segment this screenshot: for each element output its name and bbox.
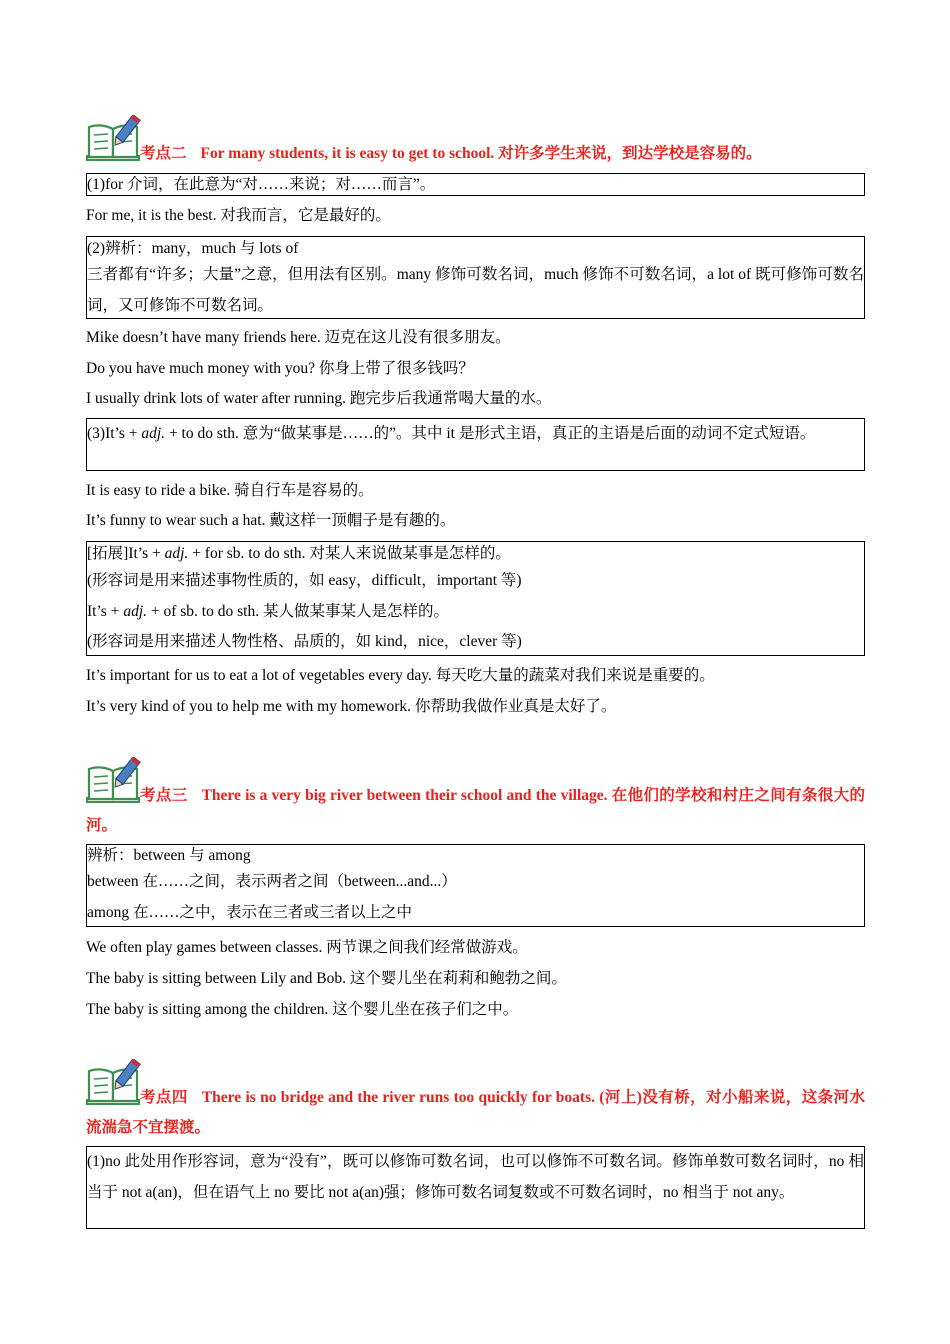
- note-text: among 在……之中，表示在三者或三者以上之中: [87, 903, 413, 921]
- note-box: [86, 1146, 865, 1229]
- note-box-extension: [86, 541, 865, 656]
- open-book-pencil-icon: [86, 115, 142, 161]
- note-text: (形容词是用来描述事物性质的，如 easy，difficult，important 等): [87, 572, 522, 589]
- note-text: 辨析：between 与 among: [87, 847, 251, 864]
- example-sentence: The baby is sitting among the children. 这个婴儿坐在孩子们之中。: [86, 1001, 519, 1018]
- note-box: [86, 173, 865, 196]
- example-sentence: The baby is sitting between Lily and Bob. 这个婴儿坐在莉莉和鲍勃之间。: [86, 970, 567, 987]
- example-sentence: Do you have much money with you? 你身上带了很多钱吗？: [86, 360, 474, 377]
- section-header-kaodian-2: [86, 115, 865, 169]
- note-box: [86, 418, 865, 471]
- section-label: 考点四: [140, 1089, 188, 1106]
- example-sentence: I usually drink lots of water after running. 跑完步后我通常喝大量的水。: [86, 390, 552, 407]
- example-sentence: It is easy to ride a bike. 骑自行车是容易的。: [86, 482, 374, 499]
- section-header-kaodian-4: [86, 1059, 865, 1143]
- note-text: (2)辨析：many，much 与 lots of: [87, 240, 299, 257]
- note-text: 三者都有“许多；大量”之意，但用法有区别。many 修饰可数名词，much 修饰不可数名词，a lot of 既可修饰可数名词，又可修饰不可数名词。: [87, 266, 864, 314]
- example-sentence: It’s funny to wear such a hat. 戴这样一顶帽子是有趣的。: [86, 512, 456, 529]
- section-header-kaodian-3: [86, 757, 865, 841]
- note-box: [86, 236, 865, 319]
- section-label: 考点二: [140, 145, 187, 162]
- note-text: (1)for 介词，在此意为“对……来说；对……而言”。: [87, 176, 436, 193]
- example-sentence: We often play games between classes. 两节课之间我们经常做游戏。: [86, 939, 528, 956]
- open-book-pencil-icon: [86, 757, 142, 803]
- section-title: There is no bridge and the river runs too quickly for boats. (河上)没有桥，对小船来说，这条河水流湍急不宜摆渡。: [86, 1089, 865, 1136]
- note-text: It’s + adj. + of sb. to do sth. 某人做某事某人是怎样的。: [87, 602, 449, 620]
- note-text: (3)It’s + adj. + to do sth. 意为“做某事是……的”。其中 it 是形式主语，真正的主语是后面的动词不定式短语。: [87, 425, 816, 442]
- note-box: [86, 844, 865, 927]
- example-sentence: It’s very kind of you to help me with my homework. 你帮助我做作业真是太好了。: [86, 698, 617, 715]
- section-title: For many students, it is easy to get to school. 对许多学生来说，到达学校是容易的。: [200, 145, 762, 162]
- open-book-pencil-icon: [86, 1059, 142, 1105]
- note-text: [拓展]It’s + adj. + for sb. to do sth. 对某人来说做某事是怎样的。: [87, 545, 511, 562]
- section-title: There is a very big river between their school and the village. 在他们的学校和村庄之间有条很大的河。: [86, 787, 865, 834]
- section-label: 考点三: [140, 787, 188, 804]
- note-text: between 在……之间，表示两者之间（between...and...）: [87, 873, 457, 890]
- note-text: (1)no 此处用作形容词，意为“没有”，既可以修饰可数名词，也可以修饰不可数名词。修饰单数可数名词时，no 相当于 not a(an)，但在语气上 no 要比 not a(an)强；修饰可数名词复数或不可数名词时，no 相当于 not any。: [87, 1153, 864, 1201]
- example-sentence: Mike doesn’t have many friends here. 迈克在这儿没有很多朋友。: [86, 329, 511, 346]
- example-sentence: For me, it is the best. 对我而言，它是最好的。: [86, 207, 391, 224]
- note-text: (形容词是用来描述人物性格、品质的，如 kind，nice，clever 等): [87, 633, 522, 650]
- example-sentence: It’s important for us to eat a lot of vegetables every day. 每天吃大量的蔬菜对我们来说是重要的。: [86, 667, 715, 684]
